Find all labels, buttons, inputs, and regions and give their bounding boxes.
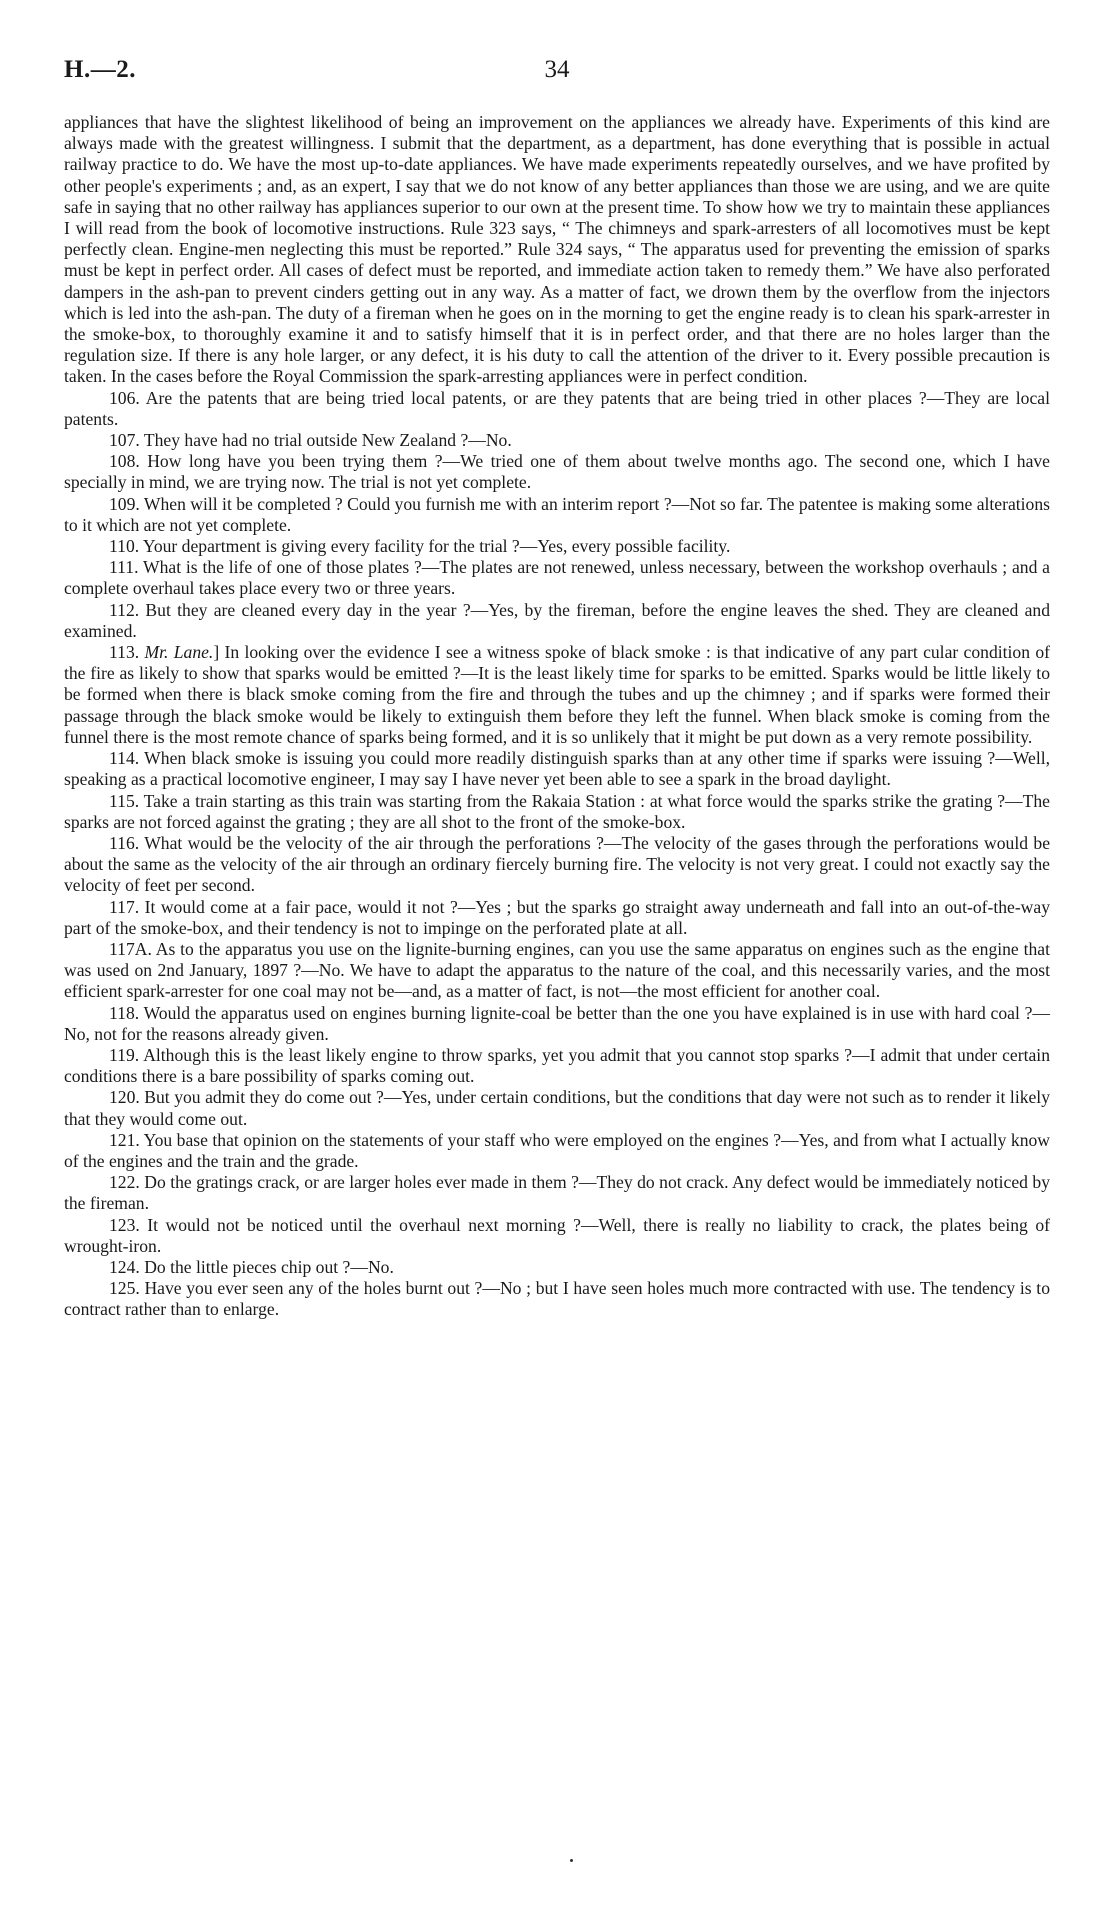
question-110: 110. Your department is giving every facility for the trial ?—Yes, every possible facility. bbox=[109, 536, 731, 557]
question-114: 114. When black smoke is issuing you could more readily distinguish sparks than at any other time if sparks were issuing ?—Well, speaking as a practical locomotive engineer, I may say I have never yet been able to see a spark in the broad daylight. bbox=[64, 748, 1050, 790]
question-125: 125. Have you ever seen any of the holes burnt out ?—No ; but I have seen holes much more contracted with use. The tendency is to contract rather than to enlarge. bbox=[64, 1278, 1050, 1320]
question-117a: 117A. As to the apparatus you use on the lignite-burning engines, can you use the same apparatus on engines such as the engine that was used on 2nd January, 1897 ?—No. We have to adapt the apparatus to the nature of the coal, and this necessarily varies, and the most efficient spark-arrester for one coal may not be—and, as a matter of fact, is not—the most efficient for another coal. bbox=[64, 938, 1050, 1002]
question-108: 108. How long have you been trying them ?—We tried one of them about twelve months ago. The second one, which I have specially in mind, we are trying now. The trial is not yet complete. bbox=[64, 451, 1050, 493]
question-119: 119. Although this is the least likely engine to throw sparks, yet you admit that you cannot stop sparks ?—I admit that under certain conditions there is a bare possibility of sparks coming out. bbox=[64, 1044, 1050, 1087]
page-header bbox=[64, 56, 1050, 90]
question-text: ] In looking over the evidence I see a witness spoke of black smoke : is that indicative of any part cular condition of the fire as likely to show that sparks would be emitted ?—It is the least likely time for sparks to be emitted. Sparks would be little likely to be formed when there is black smoke coming from the fire and through the tubes and up the chimney ; and if sparks were formed their passage through the black smoke would be likely to extinguish them before they left the funnel. When black smoke is coming from the funnel there is the most remote chance of sparks being formed, and it is so unlikely that it might be put down as a very remote possibility. bbox=[64, 642, 1050, 747]
document-reference: H.—2. bbox=[64, 56, 136, 83]
page-number: 34 bbox=[544, 56, 570, 83]
document-body bbox=[64, 112, 1050, 1321]
question-number: 113. bbox=[109, 642, 140, 663]
document-page bbox=[64, 56, 1050, 1321]
question-116: 116. What would be the velocity of the air through the perforations ?—The velocity of the gases through the perforations would be about the same as the velocity of the air through an ordinary fiercely burning fire. The velocity is not very great. I could not exactly say the velocity of feet per second. bbox=[64, 832, 1050, 896]
question-115: 115. Take a train starting as this train was starting from the Rakaia Station : at what force would the sparks strike the grating ?—The sparks are not forced against the grating ; they are all shot to the front of the smoke-box. bbox=[64, 790, 1050, 832]
question-111: 111. What is the life of one of those plates ?—The plates are not renewed, unless necessary, between the workshop overhauls ; and a complete overhaul takes place every two or three years. bbox=[64, 557, 1050, 599]
question-106: 106. Are the patents that are being tried local patents, or are they patents that are being tried in other places ?—They are local patents. bbox=[64, 387, 1050, 429]
question-120: 120. But you admit they do come out ?—Yes, under certain conditions, but the conditions that day were not such as to render it likely that they would come out. bbox=[64, 1087, 1050, 1129]
question-118: 118. Would the apparatus used on engines burning lignite-coal be better than the one you have explained is in use with hard coal ?—No, not for the reasons already given. bbox=[64, 1002, 1050, 1044]
opening-paragraph: appliances that have the slightest likelihood of being an improvement on the appliances we already have. Experiments of this kind are always made with the greatest willingness. I submit that the department, as a department, has done everything that is possible in actual railway practice to do. We have the most up-to-date appliances. We have made experiments repeatedly ourselves, and we have profited by other people's experiments ; and, as an expert, I say that we do not know of any better appliances than those we are using, and we are quite safe in saying that no other railway has appliances superior to our own at the present time. To show how we try to maintain these appliances I will read from the book of locomotive instructions. Rule 323 says, “ The chimneys and spark-arresters of all locomotives must be kept perfectly clean. Engine-men neglecting this must be reported.” Rule 324 says, “ The apparatus used for preventing the emission of sparks must be kept in perfect order. All cases of defect must be reported, and immediate action taken to remedy them.” We have also perforated dampers in the ash-pan to prevent cinders getting out in any way. As a matter of fact, we drown them by the overflow from the injectors which is led into the ash-pan. The duty of a fireman when he goes on in the morning to get the engine ready is to clean his spark-arrester in the smoke-box, to thoroughly examine it and to satisfy himself that it is in perfect order, and that there are no holes larger than the regulation size. If there is any hole larger, or any defect, it is his duty to call the attention of the driver to it. Every possible precaution is taken. In the cases before the Royal Commission the spark-arresting appliances were in perfect condition. bbox=[64, 112, 1050, 387]
print-speck bbox=[570, 1859, 573, 1862]
question-113 bbox=[64, 642, 1050, 748]
question-123: 123. It would not be noticed until the overhaul next morning ?—Well, there is really no liability to crack, the plates being of wrought-iron. bbox=[64, 1214, 1050, 1256]
question-122: 122. Do the gratings crack, or are larger holes ever made in them ?—They do not crack. Any defect would be immediately noticed by the fireman. bbox=[64, 1172, 1050, 1214]
speaker-name: Mr. Lane. bbox=[144, 642, 214, 663]
question-109: 109. When will it be completed ? Could you furnish me with an interim report ?—Not so far. The patentee is making some alterations to it which are not yet complete. bbox=[64, 493, 1050, 535]
question-117: 117. It would come at a fair pace, would it not ?—Yes ; but the sparks go straight away underneath and fall into an out-of-the-way part of the smoke-box, and their tendency is not to impinge on the perforated plate at all. bbox=[64, 896, 1050, 938]
question-112: 112. But they are cleaned every day in the year ?—Yes, by the fireman, before the engine leaves the shed. They are cleaned and examined. bbox=[64, 599, 1050, 641]
question-107: 107. They have had no trial outside New Zealand ?—No. bbox=[109, 430, 512, 451]
question-124: 124. Do the little pieces chip out ?—No. bbox=[109, 1256, 394, 1277]
question-121: 121. You base that opinion on the statements of your staff who were employed on the engines ?—Yes, and from what I actually know of the engines and the train and the grade. bbox=[64, 1129, 1050, 1171]
